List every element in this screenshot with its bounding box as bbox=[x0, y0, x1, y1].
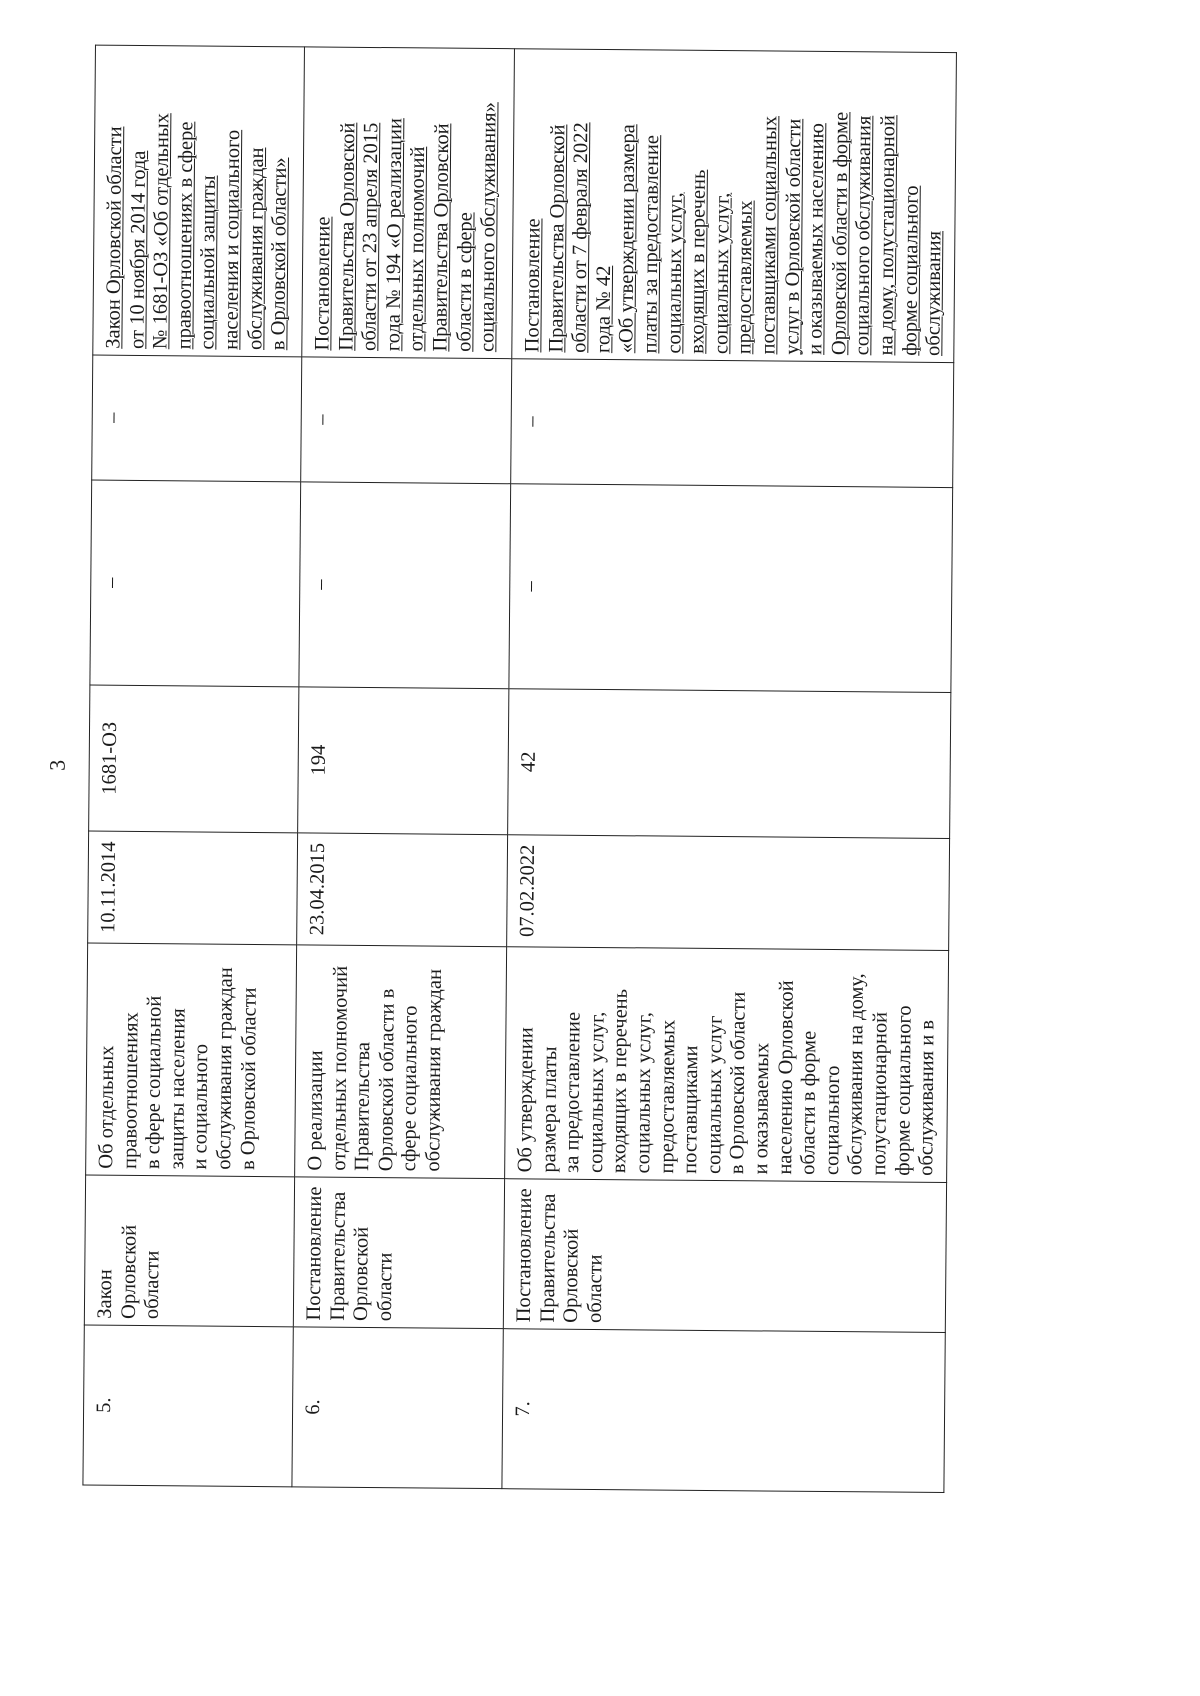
document-date-cell: 23.04.2015 bbox=[297, 833, 508, 947]
document-link-cell bbox=[512, 49, 957, 363]
empty-field-cell: – bbox=[90, 480, 301, 687]
document-title-cell: Об утверждении размера платы за предоставление социальных услуг, входящих в перечень социальных услуг, предоставляемых поставщиками социальных услуг в Орловской области и оказываемых населению Орловской области в форме социального обслуживания на дому, полустационарной форме социального обслуживания и в bbox=[505, 947, 949, 1183]
document-type-cell: Закон Орловской области bbox=[84, 1175, 294, 1327]
documents-table bbox=[82, 45, 957, 1493]
empty-field-cell: – bbox=[92, 355, 302, 482]
document-type-cell: Постановление Правительства Орловской области bbox=[293, 1177, 504, 1329]
document-number-cell: 42 bbox=[508, 689, 951, 839]
document-link-cell bbox=[302, 47, 515, 359]
document-link[interactable]: Постановление Правительства Орловской области от 7 февраля 2022 года № 42 «Об утверждении размера платы за предоставление социальных услуг, входящих в перечень социальных услуг, предоставляемых поставщиками социальных услуг в Орловской области и оказываемых населению Орловской области в форме социального обслуживания на дому, полустационарной форме социального обслуживания bbox=[521, 111, 946, 356]
page-number: 3 bbox=[44, 759, 70, 771]
document-title-cell: Об отдельных правоотношениях в сфере социальной защиты населения и социального обслуживания граждан в Орловской области bbox=[86, 943, 297, 1177]
table-row bbox=[83, 45, 305, 1487]
document-number-cell: 1681-ОЗ bbox=[89, 685, 299, 833]
document-title-cell: О реализации отдельных полномочий Правительства Орловской области в сфере социального обслуживания граждан bbox=[295, 945, 507, 1179]
document-date-cell: 10.11.2014 bbox=[88, 831, 298, 945]
document-link[interactable]: Постановление Правительства Орловской области от 23 апреля 2015 года № 194 «О реализации отдельных полномочий Правительства Орловской области в сфере социального обслуживания» bbox=[311, 102, 501, 353]
empty-field-cell: – bbox=[511, 359, 954, 488]
document-link-cell bbox=[93, 45, 305, 357]
row-number-cell: 5. bbox=[83, 1325, 293, 1487]
row-number-cell: 6. bbox=[292, 1327, 503, 1489]
document-number-cell: 194 bbox=[298, 687, 509, 835]
table-row bbox=[292, 47, 515, 1489]
document-date-cell: 07.02.2022 bbox=[507, 835, 950, 951]
empty-field-cell: – bbox=[301, 357, 512, 484]
empty-field-cell: – bbox=[509, 484, 953, 693]
document-type-cell: Постановление Правительства Орловской области bbox=[503, 1179, 946, 1333]
table-row bbox=[502, 49, 957, 1493]
empty-field-cell: – bbox=[299, 482, 511, 689]
document-link[interactable]: Закон Орловской области от 10 ноября 2014 года № 1681-ОЗ «Об отдельных правоотношениях в сфере социальной защиты населения и социального обслуживания граждан в Орловской области» bbox=[102, 112, 292, 351]
row-number-cell: 7. bbox=[502, 1329, 945, 1493]
